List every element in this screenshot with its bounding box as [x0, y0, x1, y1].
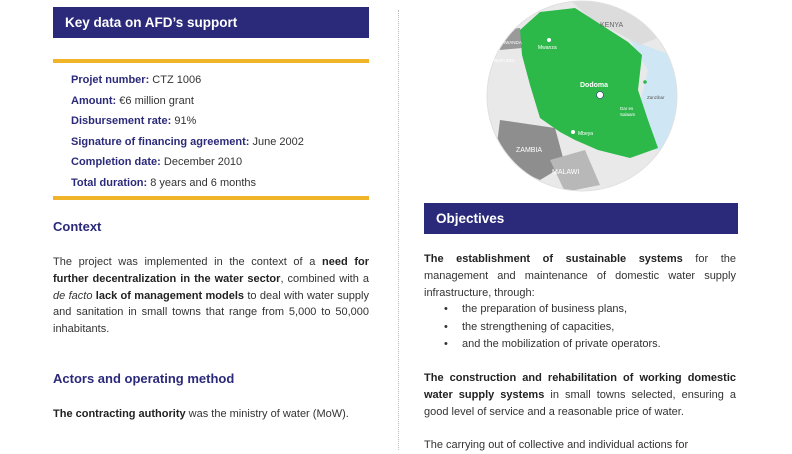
objective-1-paragraph: The establishment of sustainable systems for the management and maintenance of domestic water supply infrastructure, through: — [424, 253, 736, 299]
key-data-row: Completion date: December 2010 — [71, 156, 243, 168]
key-data-row: Signature of financing agreement: June 2002 — [71, 135, 304, 148]
context-title: Context — [53, 219, 102, 234]
malawi-label: MALAWI — [552, 169, 580, 176]
key-data-list — [71, 70, 304, 193]
context-paragraph: The project was implemented in the context of a need for further decentralization in the water sector, combined with a de facto lack of management models to deal with water supply and sanitation in small towns that range from 5,000 to 50,000 inhabitants. — [53, 256, 369, 336]
dodoma-dot — [597, 92, 604, 99]
zanzibar-dot — [643, 80, 647, 84]
tanzania-map — [480, 0, 685, 192]
rwanda-burundi-shape — [498, 28, 522, 50]
key-data-title: Key data on AFD’s support — [65, 15, 238, 30]
rwanda-label: RWANDA — [502, 40, 522, 45]
mbeya-label: Mbeya — [578, 131, 594, 137]
actors-paragraph: The contracting authority was the ministry of water (MoW). — [53, 408, 349, 420]
dar-es-salaam-label-2: Salaam — [620, 112, 636, 117]
objectives-header — [424, 203, 738, 234]
objective-2-paragraph: The construction and rehabilitation of working domestic water supply systems in small towns selected, ensuring a good level of service and a reasonable price of water. — [424, 372, 736, 418]
list-item: • and the mobilization of private operators. — [444, 336, 661, 354]
objective-3-paragraph: The carrying out of collective and individual actions for — [424, 439, 689, 451]
mbeya-dot — [571, 130, 575, 134]
objectives-bullet-list — [444, 301, 661, 354]
burundi-label: BURUNDI — [494, 58, 515, 63]
key-data-row: Disbursement rate: 91% — [71, 115, 197, 127]
list-item: • the preparation of business plans, — [444, 301, 661, 319]
mwanza-label: Mwanza — [538, 45, 557, 51]
column-divider — [398, 10, 399, 450]
objectives-title: Objectives — [436, 211, 505, 226]
key-data-row: Total duration: 8 years and 6 months — [71, 176, 257, 189]
kenya-label: KENYA — [600, 22, 624, 29]
key-data-row: Projet number: CTZ 1006 — [71, 74, 202, 86]
key-data-row: Amount: €6 million grant — [71, 94, 194, 107]
gold-divider-bottom — [53, 196, 369, 200]
gold-divider-top — [53, 59, 369, 63]
mwanza-dot — [547, 38, 551, 42]
zambia-label: ZAMBIA — [516, 147, 543, 154]
list-item: • the strengthening of capacities, — [444, 319, 661, 337]
zanzibar-label: Zanzibar — [647, 95, 665, 100]
dodoma-label: Dodoma — [580, 82, 608, 89]
dar-es-salaam-label: Dar es — [620, 106, 634, 111]
actors-title: Actors and operating method — [53, 371, 235, 386]
key-data-header — [53, 7, 369, 38]
